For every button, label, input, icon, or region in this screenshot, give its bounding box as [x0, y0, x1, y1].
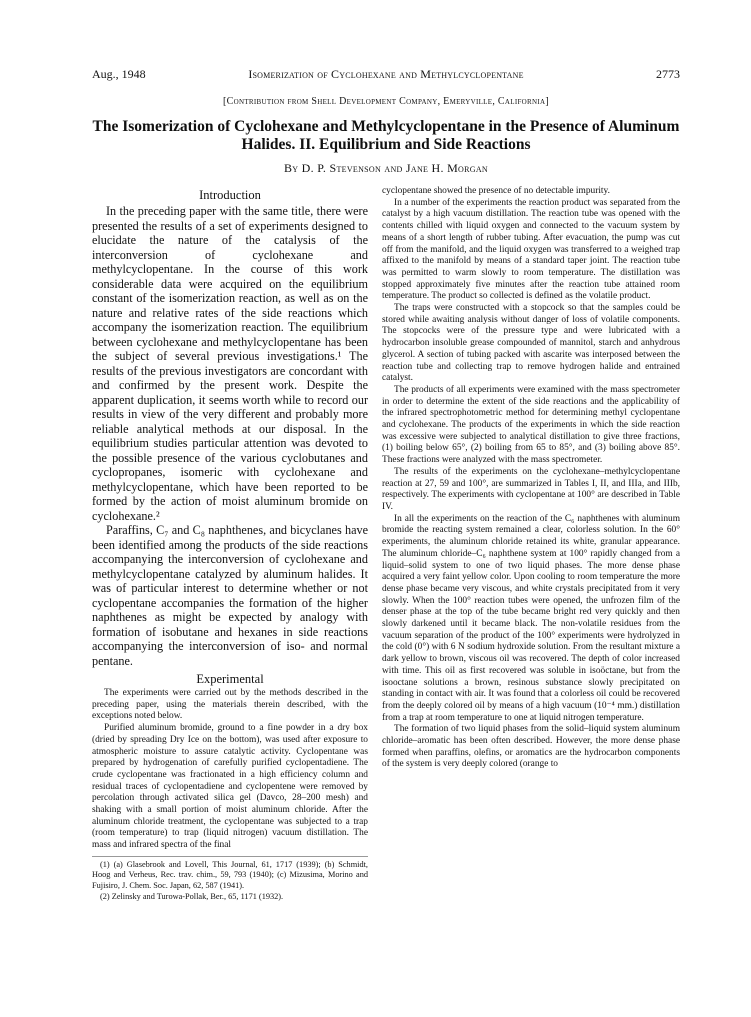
footnote-2: (2) Zelinsky and Turowa-Pollak, Ber., 65, 1171 (1932).	[100, 891, 284, 901]
right-paragraph-6: In all the experiments on the reaction of the C₆ naphthenes with aluminum bromide the reacting system remained a clear, colorless solution. In the 60° experiments, the aluminum chloride retained its white, granular appearance. The aluminum chloride–C₆ naphthene system at 100° rapidly changed from a liquid–solid system to one of two liquid phases. The more dense phase acquired a very faint yellow color. Upon cooling to room temperature the more dense phase became very viscous, and white crystals precipitated from it very slowly. When the 100° reaction tubes were opened, the unfrozen film of the denser phase at the top of the tube became bright red very quickly and then slowly darkened until it became black. The non-volatile residues from the vacuum separation of the product of the 100° experiments were hydrolyzed in the cold (0°) with 6 N sodium hydroxide solution. From the resultant mixture a dark yellow to brown, viscous oil was recovered. The depth of color increased with time. This oil as first recovered was soluble in isoöctane, but from the isooctane solutions a brown, resinous substance slowly precipitated on standing in contact with air. It was found that a colorless oil could be recovered from the deeply colored oil by means of a high vacuum (10⁻⁴ mm.) distillation from a trap at room temperature to one at liquid nitrogen temperature.	[382, 513, 680, 723]
right-paragraph-4: The products of all experiments were examined with the mass spectrometer in order to determine the extent of the side reactions and the applicability of the infrared spectrophotometric method for determining methyl cyclopentane and cyclohexane. The products of the experiments in which the side reaction was excessive were subjected to analytical distillation to give three fractions, (1) boiling below 65°, (2) boiling from 65 to 85°, and (3) boiling above 85°. These fractions were analyzed with the mass spectrometer.	[382, 384, 680, 466]
footnote-1: (1) (a) Glasebrook and Lovell, This Journal, 61, 1717 (1939); (b) Schmidt, Hoog and Verheus, Rec. trav. chim., 59, 793 (1940); (c) Mizusima, Morino and Fujisiro, J. Chem. Soc. Japan, 62, 587 (1941).	[92, 859, 368, 891]
right-paragraph-2: In a number of the experiments the reaction product was separated from the catalyst by a high vacuum distillation. The reaction tube was opened with the contents chilled with liquid oxygen and connected to the vacuum system by means of a short length of rubber tubing. After evacuation, the pump was cut off from the manifold, and the liquid oxygen was transferred to a weighed trap affixed to the manifold by means of a standard taper joint. The reaction tube was permitted to warm slowly to room temperature. The distillation was stopped approximately five minutes after the reaction tube attained room temperature. The product so collected is defined as the volatile product.	[382, 197, 680, 302]
page-number: 2773	[656, 67, 680, 81]
introduction-paragraph-2: Paraffins, C₇ and C₈ naphthenes, and bicyclanes have been identified among the products of the side reactions accompanying the interconversion of cyclohexane and methylcyclopentane catalyzed by aluminum halides. It was of particular interest to determine whether or not cyclopentane accompanies the formation of the higher naphthenes as might be expected by analogy with formation of isobutane and hexanes in side reactions accompanying the interconversion of iso- and normal pentane.	[92, 523, 368, 668]
running-title: Isomerization of Cyclohexane and Methylcyclopentane	[248, 67, 524, 81]
experimental-paragraph-1: The experiments were carried out by the methods described in the preceding paper, using the materials therein described, with the exceptions noted below.	[92, 688, 368, 722]
experimental-heading: Experimental	[196, 672, 264, 686]
contribution-line: [Contribution from Shell Development Company, Emeryville, California]	[223, 96, 549, 107]
right-paragraph-1: cyclopentane showed the presence of no detectable impurity.	[382, 186, 610, 196]
author-byline: By D. P. Stevenson and Jane H. Morgan	[283, 161, 488, 175]
experimental-paragraph-2: Purified aluminum bromide, ground to a fine powder in a dry box (dried by spreading Dry Ice on the bottom), was used after exposure to atmospheric moisture to assure catalytic activity. Cyclopentane was prepared by hydrogenation of carefully purified cyclopentadiene. The crude cyclopentane was fractionated in a high efficiency column and residual traces of cyclopentadiene and cyclopentene were removed by percolation through activated silica gel (Davco, 28–200 mesh) and shaking with a small portion of moist aluminum chloride. After the aluminum chloride treatment, the cyclopentane was subjected to a trap (room temperature) to trap (liquid nitrogen) vacuum distillation. The mass and infrared spectra of the final	[92, 723, 368, 851]
right-column	[382, 186, 680, 771]
left-column	[92, 186, 368, 902]
introduction-heading: Introduction	[199, 188, 261, 202]
issue-date: Aug., 1948	[92, 67, 146, 81]
right-paragraph-3: The traps were constructed with a stopcock so that the samples could be stored while awaiting analysis without danger of loss of volatile components. The stopcocks were of the pressure type and were lubricated with a hydrocarbon insoluble grease compounded of mannitol, starch and anhydrous glycerol. A section of tubing packed with ascarite was interposed between the reaction tube and collecting trap to remove hydrogen halide and entrained catalyst.	[382, 303, 680, 384]
introduction-paragraph-1: In the preceding paper with the same title, there were presented the results of a set of experiments designed to elucidate the nature of the catalysis of the interconversion of cyclohexane and methylcyclopentane. In the course of this work considerable data were acquired on the equilibrium constant of the isomerization reaction, as well as on the nature and relative rates of the side reactions which accompany the isomerization reaction. The equilibrium between cyclohexane and methylcyclopentane has been the subject of several previous investigations.¹ The results of the previous investigators are concordant with and confirmed by the present work. Despite the apparent duplication, it seems worth while to record our results in view of the very different and probably more reliable analytical methods at our disposal. In the equilibrium studies particular attention was devoted to the possible presence of the various cyclobutanes and cyclopropanes, isomeric with cyclohexane and methylcyclopentane, which have been reported to be formed by the action of moist aluminum bromide on cyclohexane.²	[92, 204, 368, 523]
running-head	[92, 66, 680, 82]
right-paragraph-5: The results of the experiments on the cyclohexane–methylcyclopentane reaction at 27, 59 and 100°, are summarized in Tables I, II, and IIIa, and IIIb, respectively. The experiments with cyclopentane at 100° are described in Table IV.	[382, 466, 680, 512]
right-paragraph-7: The formation of two liquid phases from the solid–liquid system aluminum chloride–aromatic has been often described. However, the more dense phase formed when paraffins, olefins, or aromatics are the hydrocarbon components of the system is very deeply colored (orange to	[382, 724, 680, 770]
footnotes	[92, 856, 368, 902]
article-title: The Isomerization of Cyclohexane and Methylcyclopentane in the Presence of Aluminum Halides. II. Equilibrium and Side Reactions	[92, 118, 680, 153]
